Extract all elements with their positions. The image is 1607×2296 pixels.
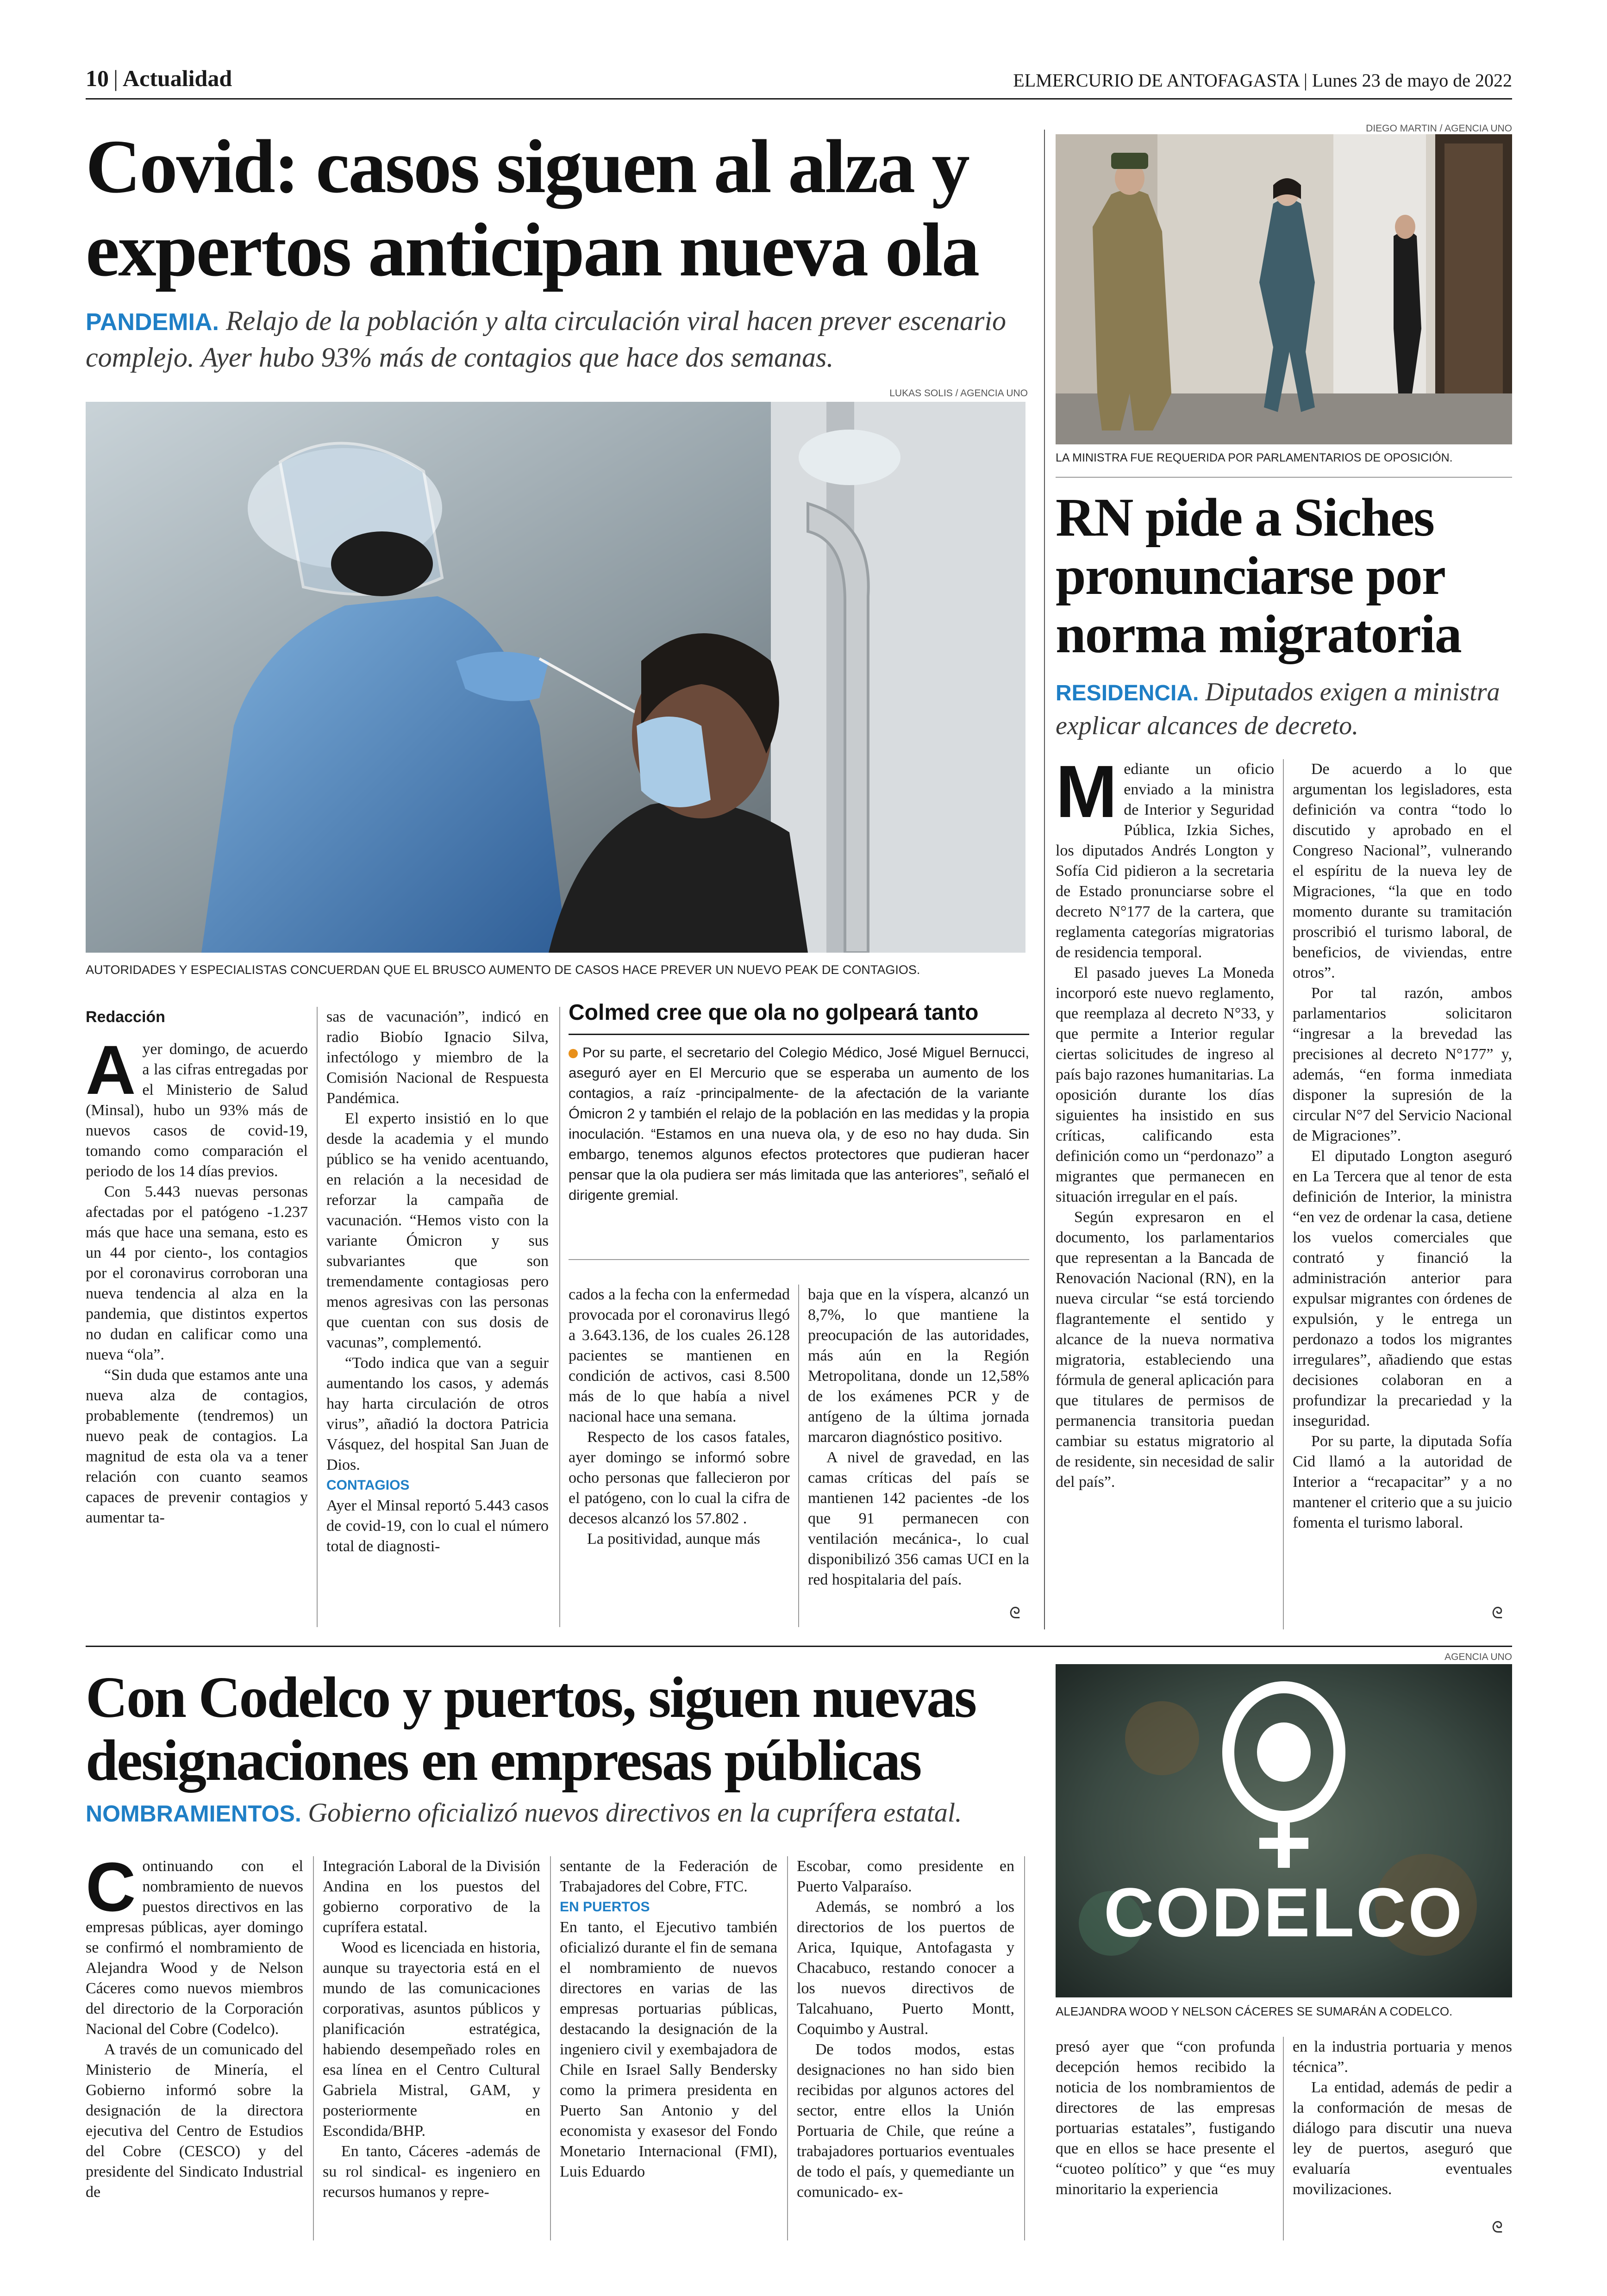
story1-end-icon: ᘓ [1009, 1604, 1020, 1622]
story1-photo-credit: LUKAS SOLIS / AGENCIA UNO [889, 388, 1028, 399]
story3-paragraph: en la industria portuaria y menos técnica”. [1293, 2038, 1512, 2076]
page-header-right: ELMERCURIO DE ANTOFAGASTA | Lunes 23 de mayo de 2022 [1013, 70, 1512, 91]
story1-byline: Redacción [86, 1008, 165, 1026]
colmed-box-rule [569, 1034, 1029, 1035]
column-divider [1283, 759, 1284, 1629]
story1-deck: Relajo de la población y alta circulación viral hacen prever escenario complejo. Ayer hubo 93% más de contagios que hace dos semanas. [86, 306, 1007, 373]
story2-paragraph: Por tal razón, ambos parlamentarios solicitaron “ingresar a la brevedad las precisiones al decreto N°177” y, además, “en forma inmediata disponer la supresión de la circular N°7 del Servicio Nacional de Migraciones”. [1293, 985, 1512, 1144]
story3-column-6 [1293, 2037, 1512, 2200]
codelco-logo-text: CODELCO [1104, 1873, 1464, 1951]
orange-bullet-icon [569, 1049, 578, 1058]
story2-caption: LA MINISTRA FUE REQUERIDA POR PARLAMENTARIOS DE OPOSICIÓN. [1056, 451, 1453, 464]
story2-deck-block [1056, 676, 1512, 742]
story3-paragraph: La entidad, además de pedir a la conformación de mesas de diálogo para discutir una nueva ley de puertos, aseguró que evaluaría eventuales movilizaciones. [1293, 2079, 1512, 2198]
column-divider [1283, 2037, 1284, 2240]
story3-deck-block [86, 1796, 1035, 1830]
story3-column-4 [797, 1856, 1014, 2202]
story3-column-2 [323, 1856, 540, 2202]
header-separator: | [113, 65, 119, 91]
story1-subhead: CONTAGIOS [326, 1478, 410, 1493]
story3-column-3 [560, 1856, 777, 2182]
story2-dropcap: M [1056, 750, 1118, 833]
story3-dropcap: C [86, 1848, 136, 1926]
story3-paragraph: Escobar, como presidente en Puerto Valparaíso. [797, 1858, 1014, 1895]
story1-paragraph: Respecto de los casos fatales, ayer domingo se informó sobre ocho personas que fallecieron por el patógeno, con lo cual la cifra de decesos alcanzó los 57.802 . [569, 1429, 790, 1527]
story2-paragraph: Según expresaron en el documento, los parlamentarios que representan a la Bancada de Renovación Nacional (RN), en la nueva circular “se está torciendo flagrantemente el sentido y alcance de la nueva normativa migratoria, estableciendo una fórmula de general aplicación para que titulares de permisos de permanencia transitoria puedan cambiar su estatus migratorio al de residente, sin necesidad de salir del país”. [1056, 1209, 1274, 1491]
story3-paragraph: En tanto, Cáceres -además de su rol sindical- es ingeniero en recursos humanos y repre- [323, 2143, 540, 2201]
story3-paragraph: En tanto, el Ejecutivo también oficializó durante el fin de semana el nombramiento de nuevos directores en varias de las empresas portuarias públicas, destacando la designación de la ingeniero civil y exembajadora de Chile en Israel Sally Bendersky como la primera presidenta en Puerto San Antonio y del economista y exasesor del Fondo Monetario Internacional (FMI), Luis Eduardo [560, 1919, 777, 2180]
ministra-illustration [1056, 134, 1512, 444]
covid-test-illustration [86, 402, 1025, 953]
colmed-box [569, 1000, 1029, 1205]
section-name: Actualidad [123, 65, 232, 91]
story1-column-1 [86, 1007, 308, 1528]
story3-headline: Con Codelco y puertos, siguen nuevas designaciones en empresas públicas [86, 1666, 976, 1793]
story2-deck: Diputados exigen a ministra explicar alcances de decreto. [1056, 678, 1500, 740]
story2-headline: RN pide a Siches pronunciarse por norma migratoria [1056, 487, 1461, 664]
story1-kicker: PANDEMIA. [86, 309, 219, 336]
story3-column-1 [86, 1848, 303, 2202]
story1-column-3 [569, 1285, 790, 1549]
story1-paragraph: “Sin duda que estamos ante una nueva alza de contagios, probablemente (tendremos) un nuevo peak de contagios. La magnitud de esta ola va a tener relación con cuanto seamos capaces de prevenir contagios y aumentar ta- [86, 1366, 308, 1526]
issue-date: Lunes 23 de mayo de 2022 [1312, 70, 1512, 91]
story3-kicker: NOMBRAMIENTOS. [86, 1801, 301, 1827]
story3-photo-credit: AGENCIA UNO [1444, 1652, 1512, 1662]
story3-paragraph: Integración Laboral de la División Andina en los puestos del gobierno corporativo de la cuprífera estatal. [323, 1858, 540, 1936]
newspaper-name: ELMERCURIO DE ANTOFAGASTA [1013, 70, 1299, 91]
story3-paragraph: presó ayer que “con profunda decepción hemos recibido la noticia de los nombramientos de directores de las empresas portuarias estatales”, fustigando que en ellos se hace presente el “cuoteo político” y que “es muy minoritario la experiencia [1056, 2038, 1275, 2198]
story1-paragraph: El experto insistió en lo que desde la academia y el mundo público se ha venido acentuando, en relación a la necesidad de reforzar la campaña de vacunación. “Hemos visto con la variante Ómicron y sus subvariantes que son tremendamente contagiosas pero menos agresivas con las personas que cuentan con sus dosis de vacunas”, complementó. [326, 1110, 549, 1351]
page-header-left [86, 65, 232, 92]
story2-column-2 [1293, 759, 1512, 1533]
section-rule [86, 1646, 1512, 1647]
story3-paragraph: Wood es licenciada en historia, aunque su trayectoria está en el mundo de las comunicaciones corporativas, asuntos públicos y planificación estratégica, habiendo desempeñado roles en esa línea en el Centro Cultural Gabriela Mistral, GAM, y posteriormente en Escondida/BHP. [323, 1939, 540, 2140]
story3-caption: ALEJANDRA WOOD Y NELSON CÁCERES SE SUMARÁN A CODELCO. [1056, 2004, 1453, 2018]
story2-rule [1056, 477, 1512, 478]
colmed-box-title: Colmed cree que ola no golpeará tanto [569, 1000, 979, 1025]
colmed-box-bottom-rule [569, 1259, 1029, 1260]
story1-paragraph: “Todo indica que van a seguir aumentando los casos, y además hay harta circulación de otros virus”, añadió la doctora Patricia Vásquez, del hospital San Juan de Dios. [326, 1354, 549, 1473]
colmed-box-text: Por su parte, el secretario del Colegio Médico, José Miguel Bernucci, aseguró ayer en El Mercurio que se esperaba un aumento de los contagios, a raíz -principalmente- de la afectación de la variante Ómicron 2 y también el relajo de la población en las medidas y la propia inoculación. “Estamos en una nueva ola, y de eso no hay duda. Sin embargo, tenemos algunos efectos protectores que pudieran hacer pensar que la ola pudiera ser más limitada que las anteriores”, señaló el dirigente gremial. [569, 1044, 1029, 1203]
column-divider [313, 1856, 314, 2240]
story2-paragraph: El diputado Longton aseguró en La Tercera que al tenor de esta definición de Interior, la ministra “en vez de ordenar la casa, detiene los vuelos comerciales que contrató y financió la administración anterior para expulsar migrantes con órdenes de expulsión, y le entrega un perdonazo a todos los migrantes irregulares”, añadiendo que estas decisiones colaboran en a profundizar la precariedad y la inseguridad. [1293, 1148, 1512, 1429]
story1-paragraph: yer domingo, de acuerdo a las cifras entregadas por el Ministerio de Salud (Minsal), hubo un 93% más de nuevos casos de covid-19, tomando como comparación el periodo de los 14 días previos. [86, 1041, 308, 1180]
story3-end-icon: ᘓ [1492, 2218, 1503, 2237]
story1-deck-block [86, 303, 1030, 375]
story2-paragraph: De acuerdo a lo que argumentan los legisladores, esta definición va contra “todo lo discutido y aprobado en el Congreso Nacional”, vulnerando el espíritu de la nueva ley de Migraciones, “la que en todo momento durante su tramitación proscribió el turismo laboral, de beneficios, de viviendas, entre otros”. [1293, 761, 1512, 981]
header-rule [86, 98, 1512, 100]
story1-photo [86, 402, 1025, 953]
column-divider [787, 1856, 788, 2240]
column-divider [550, 1856, 551, 2240]
story2-photo [1056, 134, 1512, 444]
story2-kicker: RESIDENCIA. [1056, 681, 1199, 705]
story1-paragraph: La positividad, aunque más [587, 1530, 760, 1547]
story2-paragraph: Por su parte, la diputada Sofía Cid llamó a la autoridad de Interior a “recapacitar” y a no mantener el criterio que a su juicio fomenta el turismo laboral. [1293, 1433, 1512, 1531]
story3-subhead: EN PUERTOS [560, 1899, 650, 1915]
story2-paragraph: El pasado jueves La Moneda incorporó este nuevo reglamento, que reemplaza al decreto N°33, y que permite a Interior regular ciertas solicitudes de ingreso al país bajo razones humanitarias. La oposición durante los días siguientes ha insistido en sus críticas, calificando esta definición como un “perdonazo” a migrantes que permanecen en situación irregular en el país. [1056, 964, 1274, 1205]
story3-column-5 [1056, 2037, 1275, 2200]
story3-paragraph: Además, se nombró a los directorios de los puertos de Arica, Iquique, Antofagasta y Chacabuco, restando conocer a los nuevos directivos de Talcahuano, Puerto Montt, Coquimbo y Austral. [797, 1898, 1014, 2038]
page-number: 10 [86, 65, 109, 91]
story1-dropcap: A [86, 1031, 136, 1109]
story3-paragraph: ontinuando con el nombramiento de nuevos puestos directivos en las empresas públicas, ayer domingo se confirmó el nombramiento de Alejandra Wood y de Nelson Cáceres como nuevos miembros del directorio de la Corporación Nacional del Cobre (Codelco). [86, 1858, 303, 2038]
story1-paragraph: baja que en la víspera, alcanzó un 8,7%, lo que mantiene la preocupación de las autoridades, más aún en la Región Metropolitana, donde un 12,58% de los exámenes PCR y de antígeno de la última jornada marcaron diagnóstico positivo. [808, 1286, 1029, 1446]
column-divider [559, 1007, 560, 1627]
story2-photo-credit: DIEGO MARTIN / AGENCIA UNO [1366, 123, 1512, 134]
story1-caption: AUTORIDADES Y ESPECIALISTAS CONCUERDAN QUE EL BRUSCO AUMENTO DE CASOS HACE PREVER UN NUEVO PEAK DE CONTAGIOS. [86, 963, 920, 977]
story1-paragraph: sas de vacunación”, indicó en radio Biobío Ignacio Silva, infectólogo y miembro de la Comisión Nacional de Respuesta Pandémica. [326, 1008, 549, 1107]
story1-paragraph: Ayer el Minsal reportó 5.443 casos de covid-19, con lo cual el número total de diagnosti- [326, 1497, 549, 1555]
story3-deck: Gobierno oficializó nuevos directivos en la cuprífera estatal. [308, 1797, 962, 1828]
story-divider [1044, 130, 1045, 1629]
colmed-box-text-wrap [569, 1042, 1029, 1205]
column-divider [798, 1285, 799, 1627]
story2-column-1 [1056, 750, 1274, 1492]
story1-paragraph: A nivel de gravedad, en las camas críticas del país se mantienen 142 pacientes -de los que 91 permanecen con ventilación mecánica-, lo cual disponibilizó 356 camas UCI en la red hospitalaria del país. [808, 1449, 1029, 1588]
story3-paragraph: sentante de la Federación de Trabajadores del Cobre, FTC. [560, 1858, 777, 1895]
story3-paragraph: De todos modos, estas designaciones no han sido bien recibidas por algunos actores del sector, entre ellos la Unión Portuaria de Chile, que reúne a trabajadores portuarios eventuales de todo el país, y quemediante un comunicado- ex- [797, 2041, 1014, 2201]
story2-end-icon: ᘓ [1492, 1604, 1503, 1622]
story3-photo [1056, 1664, 1512, 1997]
story1-column-2 [326, 1007, 549, 1557]
story1-column-4 [808, 1285, 1029, 1590]
story1-paragraph: Con 5.443 nuevas personas afectadas por el patógeno -1.237 más que hace una semana, esto es un 44 por ciento-, los contagios por el coronavirus corroboran una nueva tendencia al alza en la pandemia, que distintos expertos no dudan en calificar como una nueva “ola”. [86, 1183, 308, 1363]
story3-paragraph: A través de un comunicado del Ministerio de Minería, el Gobierno informó sobre la designación de la directora ejecutiva del Centro de Estudios del Cobre (CESCO) y del presidente del Sindicato Industrial de [86, 2041, 303, 2201]
column-divider [317, 1007, 318, 1627]
story1-paragraph: cados a la fecha con la enfermedad provocada por el coronavirus llegó a 3.643.136, de los cuales 26.128 pacientes se mantienen en condición de activos, casi 8.500 más de lo que había a nivel nacional hace una semana. [569, 1286, 790, 1425]
story2-paragraph: ediante un oficio enviado a la ministra de Interior y Seguridad Pública, Izkia Siches, los diputados Andrés Longton y Sofía Cid pidieron a la secretaria de Estado pronunciarse sobre el decreto N°177 de la cartera, que reglamenta categorías migratorias de residencia temporal. [1056, 761, 1274, 961]
story1-headline: Covid: casos siguen al alza y expertos anticipan nueva ola [86, 124, 979, 292]
column-divider [1024, 1856, 1025, 2240]
